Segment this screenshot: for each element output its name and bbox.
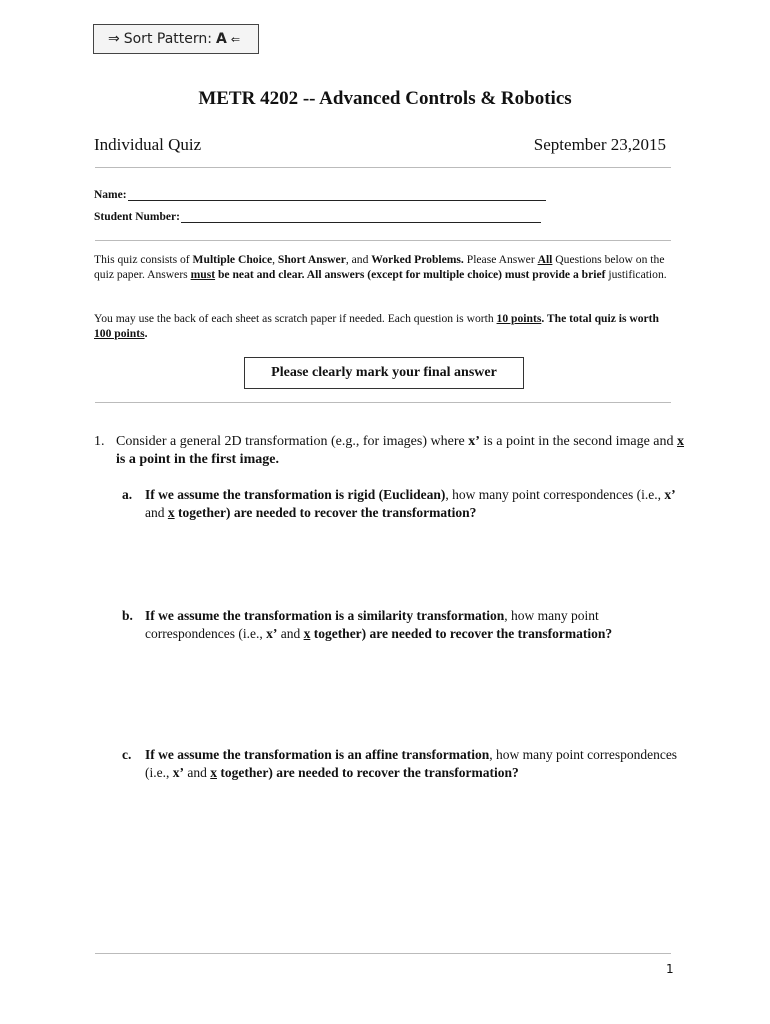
final-answer-notice: Please clearly mark your final answer — [244, 357, 524, 389]
question-number: 1. — [94, 434, 105, 449]
name-field — [94, 188, 546, 201]
question-text: Consider a general 2D transformation (e.g., for images) where x’ is a point in the second image and x is a point in the first image. — [116, 434, 685, 467]
sort-pattern-box — [93, 24, 259, 54]
subquestion-letter: c. — [122, 747, 132, 762]
page-title: METR 4202 -- Advanced Controls & Robotics — [198, 88, 572, 109]
question-1b — [122, 607, 682, 643]
sort-pattern-label: Sort Pattern: — [123, 31, 212, 47]
subquestion-text: If we assume the transformation is a similarity transformation, how many point correspondences (i.e., x’ and x together) are needed to recover the transformation? — [145, 608, 613, 641]
name-line — [128, 188, 546, 201]
student-number-field — [94, 210, 541, 223]
divider — [95, 240, 671, 241]
question-1 — [94, 433, 684, 469]
scratch-paper-paragraph: You may use the back of each sheet as scratch paper if needed. Each question is worth 10 points. The total quiz is worth 100 points. — [94, 312, 659, 340]
page-number: 1 — [666, 962, 674, 976]
subquestion-letter: b. — [122, 608, 133, 623]
right-arrow-icon: ⇒ — [108, 31, 120, 47]
student-number-label: Student Number: — [94, 211, 180, 223]
subquestion-letter: a. — [122, 487, 133, 502]
quiz-info-row — [94, 135, 666, 155]
name-label: Name: — [94, 189, 127, 201]
footer-divider — [95, 953, 671, 954]
sort-pattern-value: A — [215, 31, 227, 47]
student-number-line — [181, 210, 541, 223]
quiz-date: September 23,2015 — [533, 135, 666, 154]
subquestion-text: If we assume the transformation is rigid (Euclidean), how many point correspondences (i.e., x’ and x together) are needed to recover the transformation? — [145, 487, 676, 520]
instructions-paragraph: This quiz consists of Multiple Choice, Short Answer, and Worked Problems. Please Answer All Questions below on the quiz paper. Answers must be neat and clear. All answers (except for multiple choice) must provide a brief justification. — [94, 253, 667, 281]
question-1c — [122, 746, 682, 782]
quiz-type: Individual Quiz — [94, 135, 202, 154]
left-arrow-icon: ⇐ — [230, 32, 241, 46]
subquestion-text: If we assume the transformation is an affine transformation, how many point correspondences (i.e., x’ and x together) are needed to recover the transformation? — [145, 747, 678, 780]
divider — [95, 402, 671, 403]
question-1a — [122, 486, 682, 522]
divider — [95, 167, 671, 168]
